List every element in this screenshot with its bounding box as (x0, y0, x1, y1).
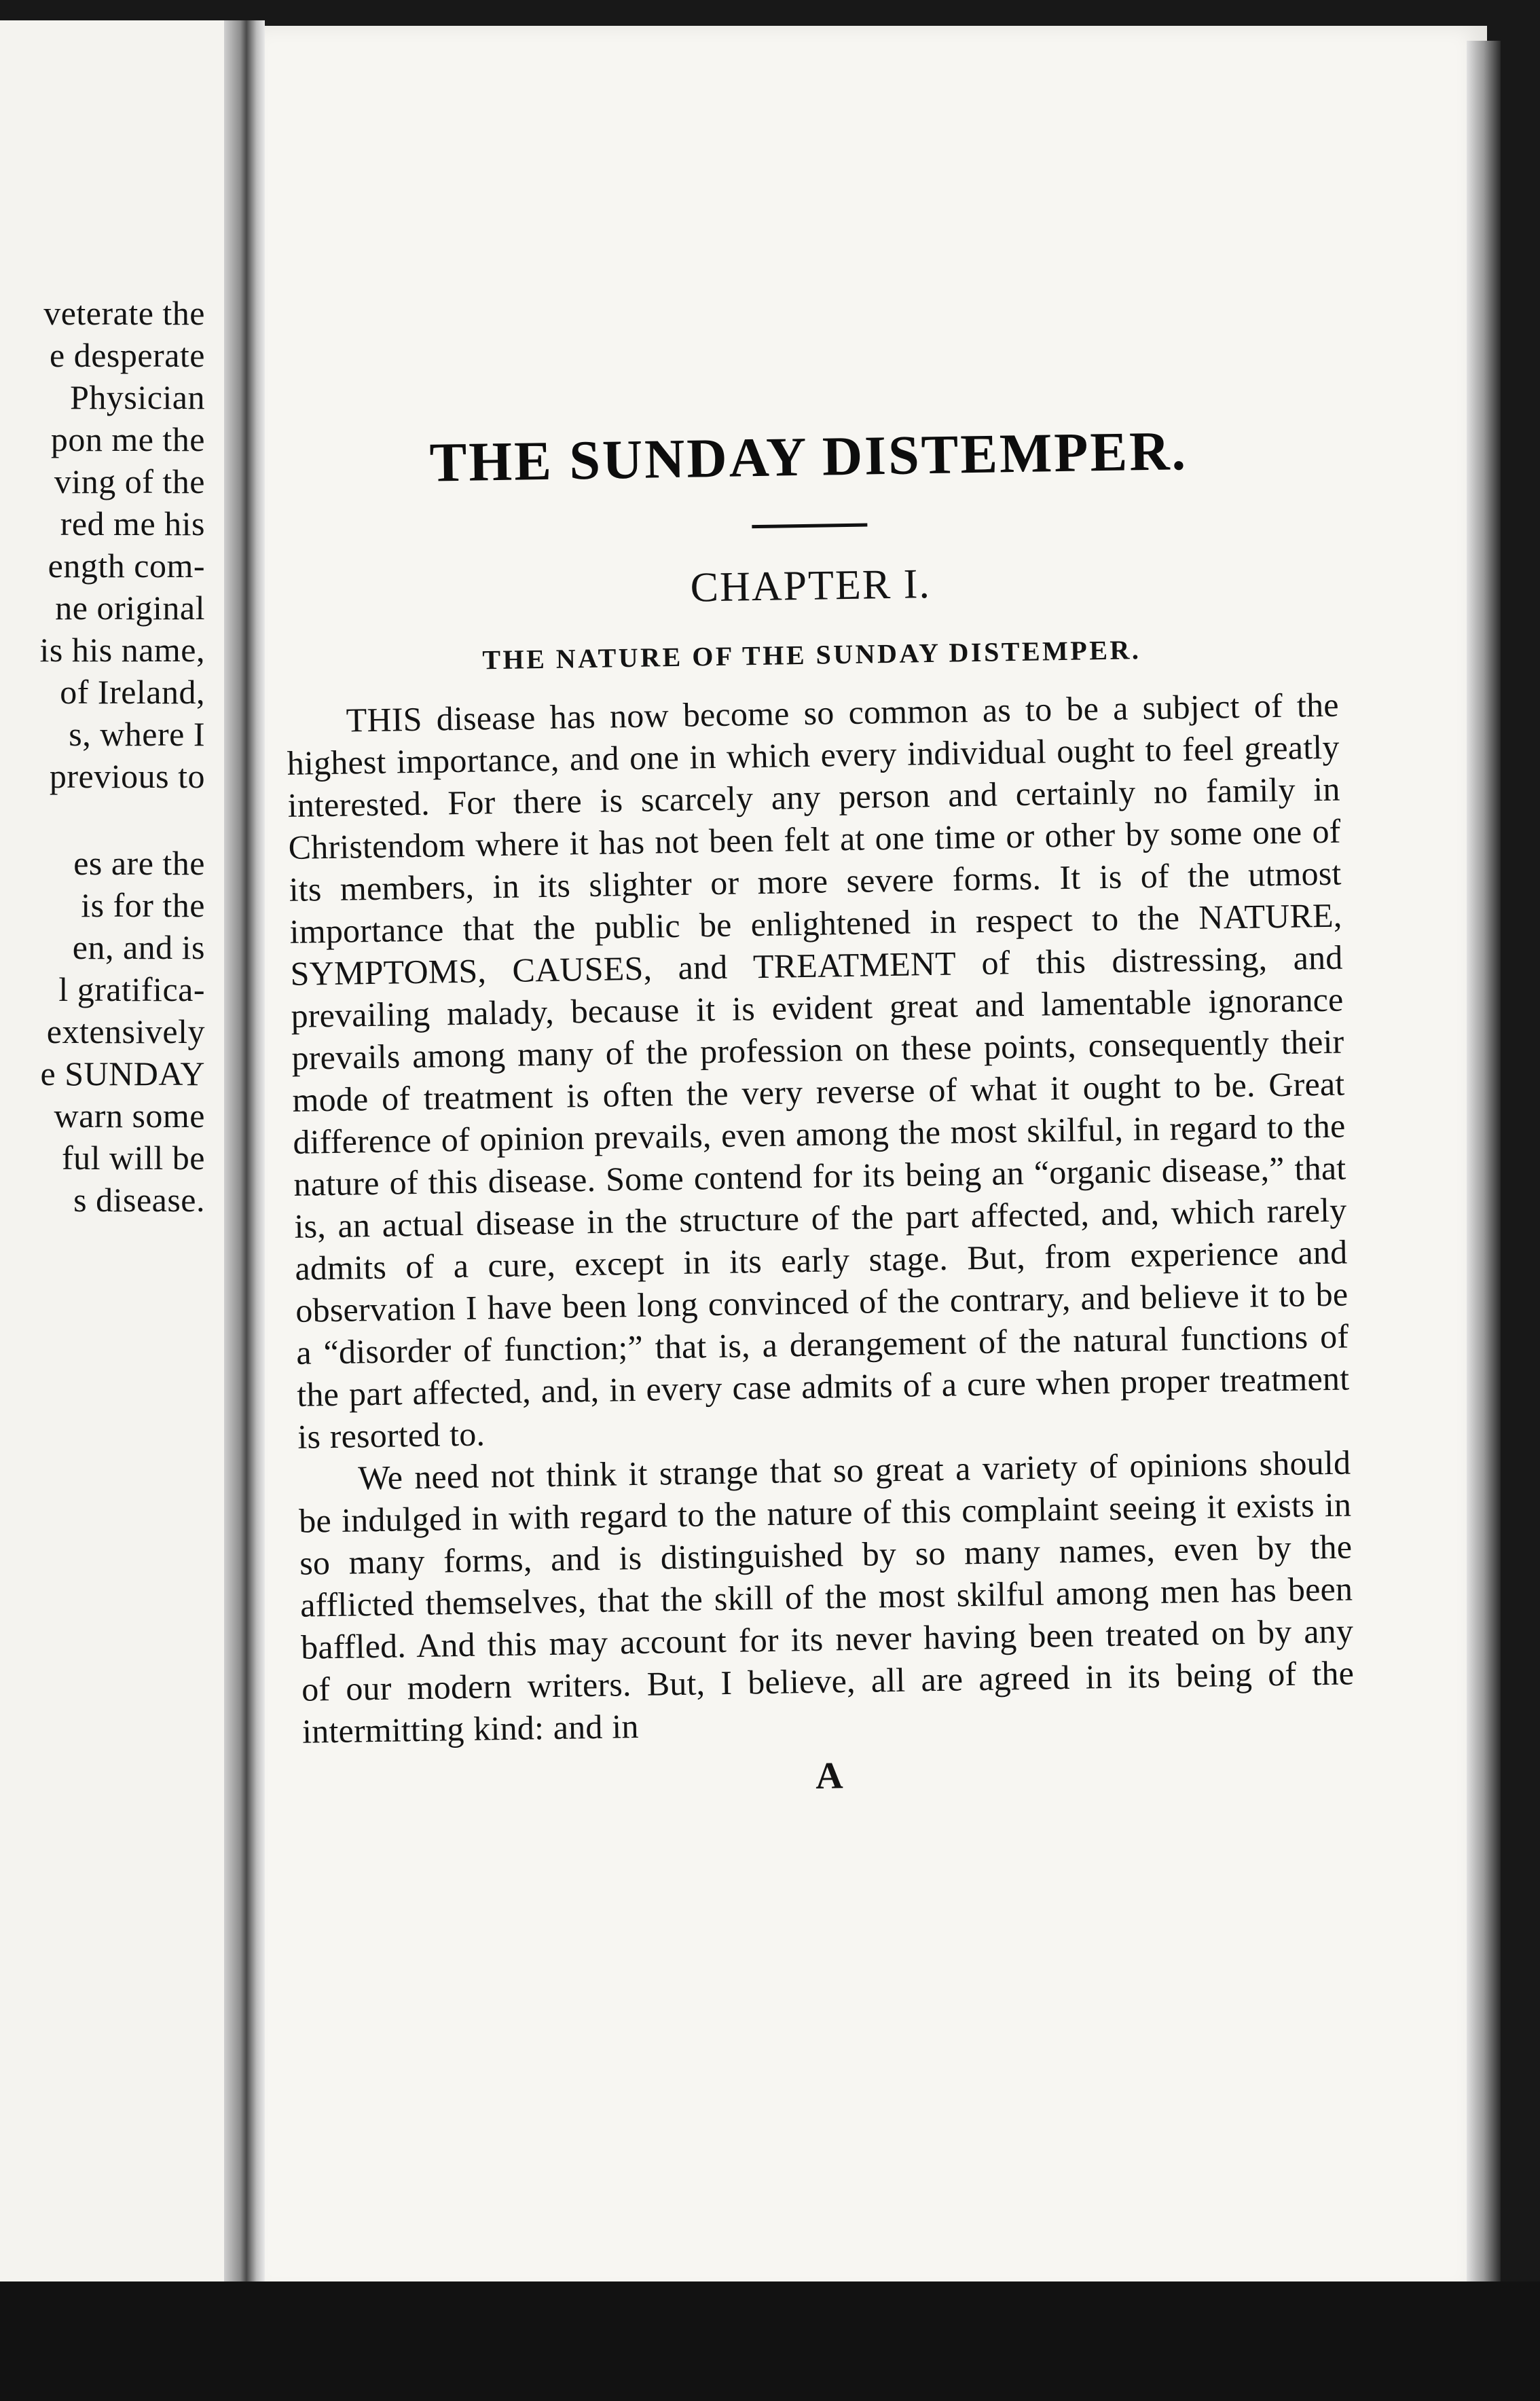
left-facing-page (0, 20, 231, 2281)
title-rule (752, 523, 867, 528)
left-page-line: es are the (73, 844, 205, 882)
paragraph: THIS disease has now become so common as to be a subject of the highest importance, and one in which every individual ought to feel greatly interested. For there is scarcely any person and certainly no family in Christendom where it has not been felt at one time or other by some one of its members, in its slighter or more severe forms. It is of the utmost importance that the public be enlightened in respect to the NATURE, SYMPTOMS, CAUSES, and TREATMENT of this distressing, and prevailing malady, because it is evident great and lamentable ignorance prevails among many of the profession on these points, consequently their mode of treatment is often the very reverse of what it ought to be. Great difference of opinion prevails, even among the most skilful, in regard to the nature of this disease. Some contend for its being an “organic disease,” that is, an actual disease in the structure of the part affected, and, which rarely admits of a cure, except in its early stage. But, from experience and observation I have been long convinced of the contrary, and believe it to be a “disorder of function;” that is, a derangement of the natural functions of the part affected, and, in every case admits of a cure when proper treatment is resorted to. (287, 685, 1350, 1456)
left-page-line: veterate the (43, 294, 205, 332)
left-page-line: red me his (60, 505, 205, 543)
left-page-line: en, and is (72, 928, 205, 966)
left-page-line: l gratifica- (58, 970, 205, 1008)
book-gutter (224, 20, 265, 2281)
main-page-content (282, 411, 1356, 1808)
body-text (286, 684, 1355, 1753)
left-page-line: e SUNDAY (40, 1055, 205, 1093)
left-page-line: ne original (55, 589, 205, 627)
left-page-line: warn some (54, 1097, 205, 1135)
left-page-line: s disease. (73, 1181, 205, 1219)
left-page-line: previous to (49, 757, 205, 795)
chapter-subtitle: THE NATURE OF THE SUNDAY DISTEMPER. (482, 634, 1141, 676)
paragraph: We need not think it strange that so great a variety of opinions should be indulged in with regard to the nature of this complaint seeing it exists in so many forms, and is distinguished by so many names, even by the afflicted themselves, that the skill of the most skilful among men has been baffled. And this may account for its never having been treated on by any of our modern writers. But, I believe, all are agreed in its being of the intermitting kind: and in (298, 1443, 1355, 1751)
left-page-line: Physician (70, 378, 205, 416)
left-page-line: ength com- (48, 547, 205, 585)
left-page-line: ful will be (61, 1139, 205, 1177)
left-page-line: of Ireland, (60, 673, 205, 711)
left-page-line: e desperate (50, 336, 205, 374)
book-title: THE SUNDAY DISTEMPER. (428, 420, 1188, 494)
signature-mark: A (815, 1755, 843, 1797)
left-page-line: ving of the (54, 462, 205, 500)
left-page-line: s, where I (69, 715, 205, 753)
left-page-line: pon me the (50, 420, 205, 458)
page-edge-shadow (1467, 41, 1501, 2281)
left-page-line: extensively (46, 1012, 205, 1050)
left-page-line: is for the (81, 886, 205, 924)
chapter-heading: CHAPTER I. (690, 561, 932, 611)
scan-bottom-edge (0, 2281, 1540, 2401)
left-page-line: is his name, (39, 631, 205, 669)
